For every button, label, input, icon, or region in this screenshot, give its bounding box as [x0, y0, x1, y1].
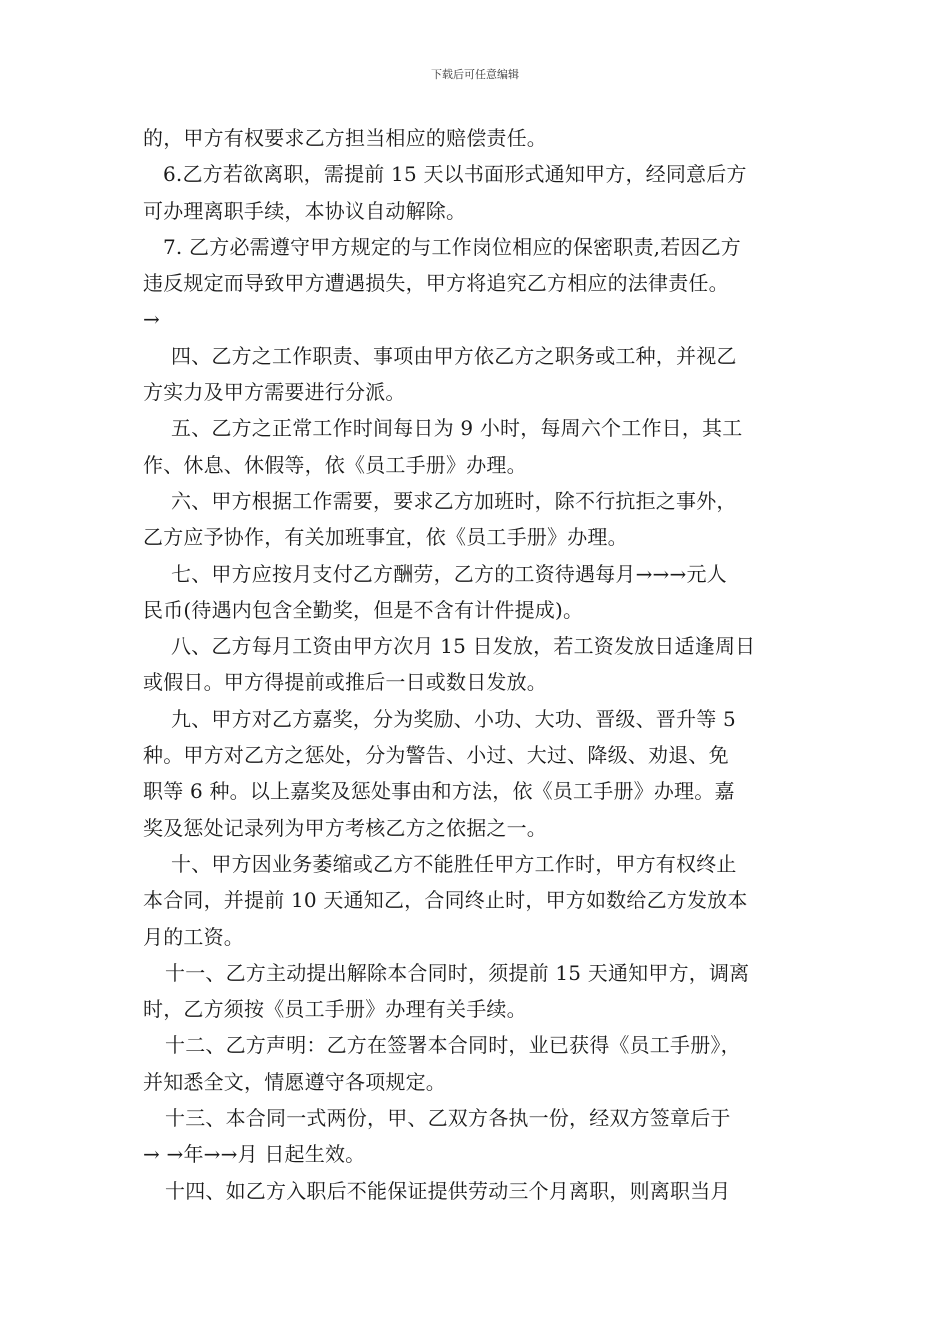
- document-body: [143, 120, 809, 1209]
- clause-seven: 七、甲方应按月支付乙方酬劳，乙方的工资待遇每月→→→元人: [171, 561, 727, 586]
- clause-eleven: 十一、乙方主动提出解除本合同时，须提前 15 天通知甲方，调离: [165, 960, 750, 985]
- clause-nine: 九、甲方对乙方嘉奖，分为奖励、小功、大功、晋级、晋升等 5: [171, 706, 736, 731]
- text-line: 或假日。甲方得提前或推后一日或数日发放。: [143, 670, 547, 695]
- tab-arrow-mark: →: [143, 307, 160, 332]
- clause-twelve: 十二、乙方声明：乙方在签署本合同时，业已获得《员工手册》，: [165, 1033, 741, 1058]
- clause-six: 六、甲方根据工作需要，要求乙方加班时，除不行抗拒之事外，: [171, 488, 737, 513]
- text-line: 并知悉全文，情愿遵守各项规定。: [143, 1069, 446, 1094]
- clause-7: 7. 乙方必需遵守甲方规定的与工作岗位相应的保密职责,若因乙方: [163, 234, 741, 259]
- text-line: 乙方应予协作，有关加班事宜，依《员工手册》办理。: [143, 525, 628, 550]
- text-line: → →年→→月 日起生效。: [143, 1142, 366, 1167]
- text-line: 可办理离职手续，本协议自动解除。: [143, 198, 467, 223]
- clause-four: 四、乙方之工作职责、事项由甲方依乙方之职务或工种，并视乙: [171, 343, 737, 368]
- text-line: 作、休息、休假等，依《员工手册》办理。: [143, 452, 527, 477]
- text-line: 方实力及甲方需要进行分派。: [143, 380, 406, 405]
- text-line: 本合同，并提前 10 天通知乙，合同终止时，甲方如数给乙方发放本: [143, 888, 748, 913]
- text-line: 奖及惩处记录列为甲方考核乙方之依据之一。: [143, 815, 547, 840]
- text-line: 民币(待遇内包含全勤奖，但是不含有计件提成)。: [143, 597, 584, 622]
- clause-five: 五、乙方之正常工作时间每日为 9 小时，每周六个工作日，其工: [171, 416, 743, 441]
- text-line: 职等 6 种。以上嘉奖及惩处事由和方法，依《员工手册》办理。嘉: [143, 779, 735, 804]
- clause-ten: 十、甲方因业务萎缩或乙方不能胜任甲方工作时，甲方有权终止: [171, 851, 737, 876]
- clause-fourteen: 十四、如乙方入职后不能保证提供劳动三个月离职，则离职当月: [165, 1178, 731, 1203]
- text-line: 种。甲方对乙方之惩处，分为警告、小过、大过、降级、劝退、免: [143, 743, 729, 768]
- clause-6: 6.乙方若欲离职，需提前 15 天以书面形式通知甲方，经同意后方: [163, 162, 747, 187]
- text-line: 月的工资。: [143, 924, 244, 949]
- text-line: 的，甲方有权要求乙方担当相应的赔偿责任。: [143, 126, 547, 150]
- page-header: 下载后可任意编辑: [431, 68, 519, 81]
- text-line: 违反规定而导致甲方遭遇损失，甲方将追究乙方相应的法律责任。: [143, 271, 729, 296]
- clause-thirteen: 十三、本合同一式两份，甲、乙双方各执一份，经双方签章后于: [165, 1106, 731, 1131]
- text-line: 时，乙方须按《员工手册》办理有关手续。: [143, 997, 527, 1022]
- clause-eight: 八、乙方每月工资由甲方次月 15 日发放，若工资发放日适逢周日: [171, 634, 756, 659]
